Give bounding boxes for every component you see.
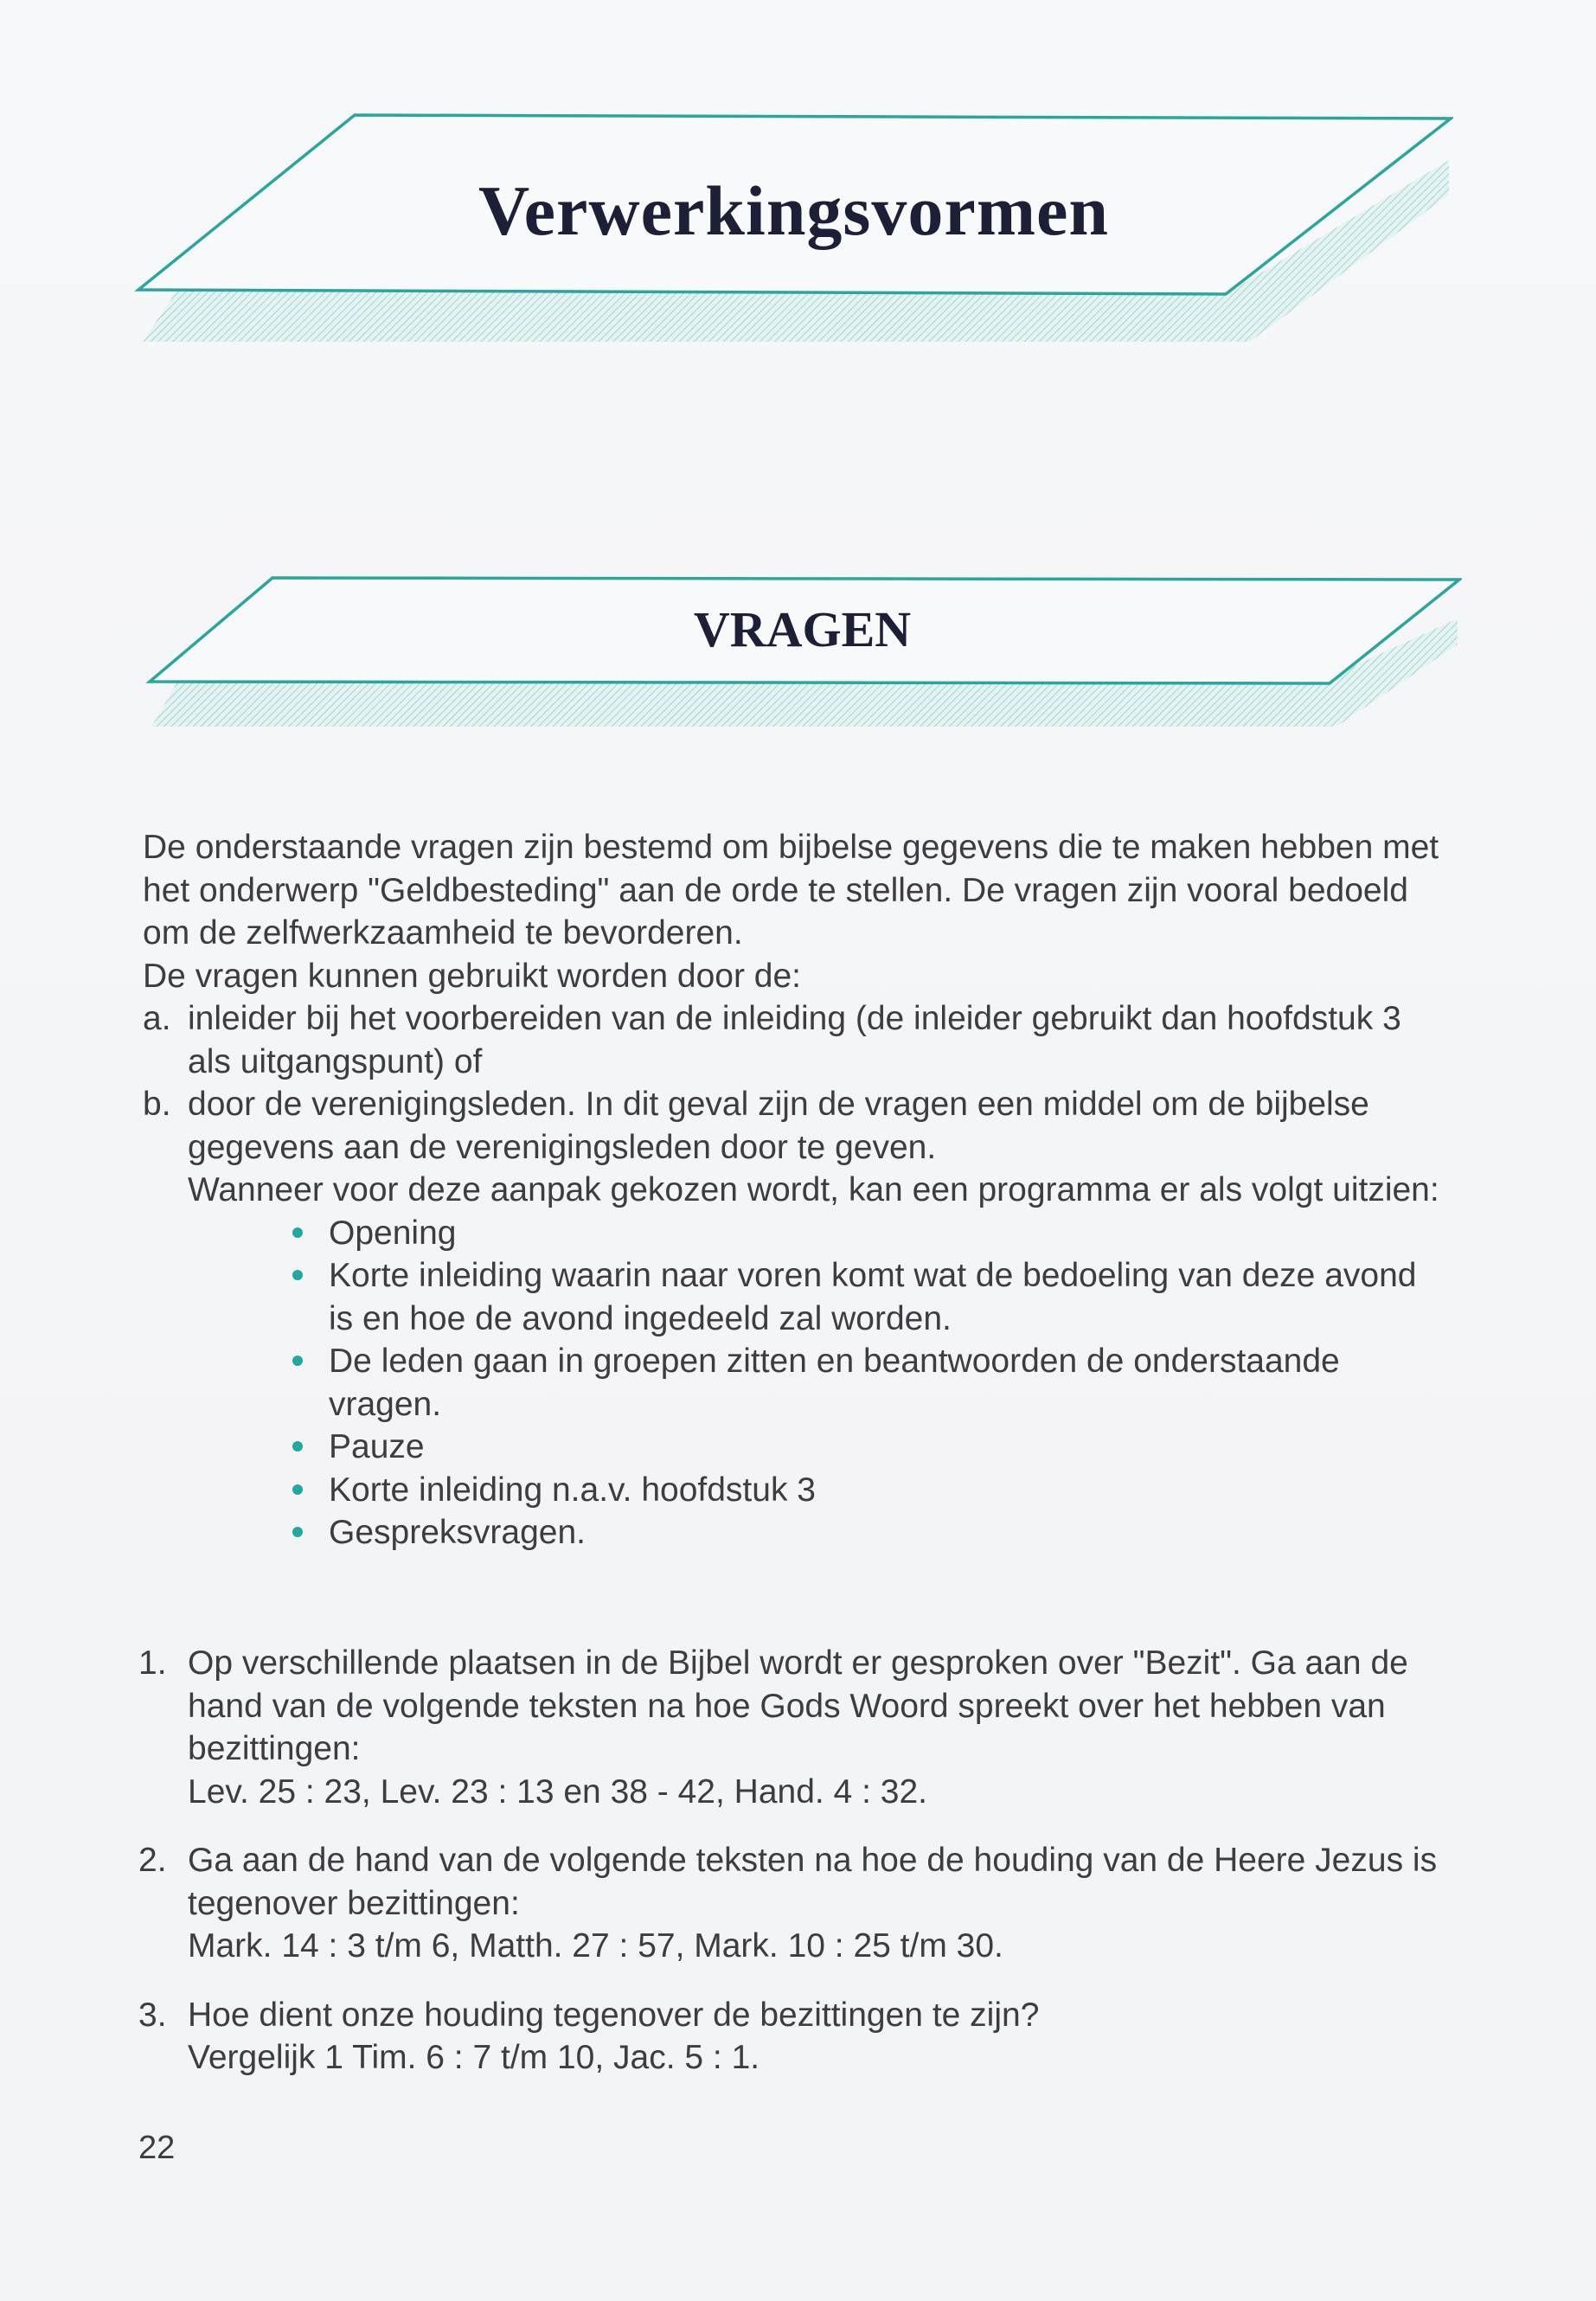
question-refs: Lev. 25 : 23, Lev. 23 : 13 en 38 - 42, Hand. 4 : 32.: [188, 1772, 927, 1811]
question-item: [138, 1994, 1440, 2080]
list-item: [143, 1083, 1440, 1212]
bullet-icon: [292, 1441, 303, 1452]
intro-paragraph: De onderstaande vragen zijn bestemd om bijbelse gegevens die te maken hebben met het onderwerp "Geldbesteding" aan de orde te stellen. De vragen zijn vooral bedoeld om de zelfwerkzaamheid te bevorderen.: [143, 829, 1439, 952]
program-item: De leden gaan in groepen zitten en beantwoorden de onderstaande vragen.: [329, 1340, 1440, 1426]
question-number: 3.: [138, 1996, 167, 2034]
questions-list: [138, 1642, 1440, 2106]
list-item: [143, 997, 1440, 1083]
list-marker: b.: [143, 1086, 171, 1123]
program-intro: Wanneer voor deze aanpak gekozen wordt, kan een programma er als volgt uitzien:: [188, 1171, 1439, 1208]
question-number: 2.: [138, 1842, 167, 1879]
program-list: [143, 1212, 1440, 1554]
section-title: VRAGEN: [693, 601, 912, 657]
question-refs: Mark. 14 : 3 t/m 6, Matth. 27 : 57, Mark. 10 : 25 t/m 30.: [188, 1927, 1003, 1965]
question-item: [138, 1839, 1440, 1968]
program-item: Korte inleiding waarin naar voren komt wat de bedoeling van deze avond is en hoe de avond ingedeeld zal worden.: [329, 1254, 1440, 1340]
list-marker: a.: [143, 1000, 171, 1037]
page-number: 22: [138, 2130, 176, 2166]
usage-line: De vragen kunnen gebruikt worden door de:: [143, 957, 801, 995]
bullet-icon: [292, 1527, 303, 1537]
intro-block: [143, 826, 1440, 1554]
page-title: Verwerkingsvormen: [478, 171, 1110, 250]
program-item: Opening: [329, 1212, 1440, 1255]
program-item: Korte inleiding n.a.v. hoofdstuk 3: [329, 1469, 1440, 1512]
question-text: Ga aan de hand van de volgende teksten na hoe de houding van de Heere Jezus is tegenover bezittingen:: [188, 1842, 1438, 1922]
program-item: Pauze: [329, 1426, 1440, 1469]
title-banner: [134, 108, 1453, 359]
question-item: [138, 1642, 1440, 1813]
question-text: Hoe dient onze houding tegenover de bezittingen te zijn?: [188, 1996, 1040, 2034]
bullet-icon: [292, 1484, 303, 1495]
list-item-text: inleider bij het voorbereiden van de inleiding (de inleider gebruikt dan hoofdstuk 3 als uitgangspunt) of: [188, 1000, 1401, 1080]
bullet-icon: [292, 1356, 303, 1366]
question-number: 1.: [138, 1644, 167, 1682]
list-item-text: door de verenigingsleden. In dit geval zijn de vragen een middel om de bijbelse gegevens aan de verenigingsleden door te geven.: [188, 1086, 1369, 1166]
bullet-icon: [292, 1227, 303, 1238]
section-banner: [143, 571, 1462, 735]
question-text: Op verschillende plaatsen in de Bijbel wordt er gesproken over "Bezit". Ga aan de hand van de volgende teksten na hoe Gods Woord spreekt over het hebben van bezittingen:: [188, 1644, 1408, 1767]
bullet-icon: [292, 1270, 303, 1280]
question-refs: Vergelijk 1 Tim. 6 : 7 t/m 10, Jac. 5 : 1.: [188, 2039, 760, 2076]
program-item: Gespreksvragen.: [329, 1511, 1440, 1554]
